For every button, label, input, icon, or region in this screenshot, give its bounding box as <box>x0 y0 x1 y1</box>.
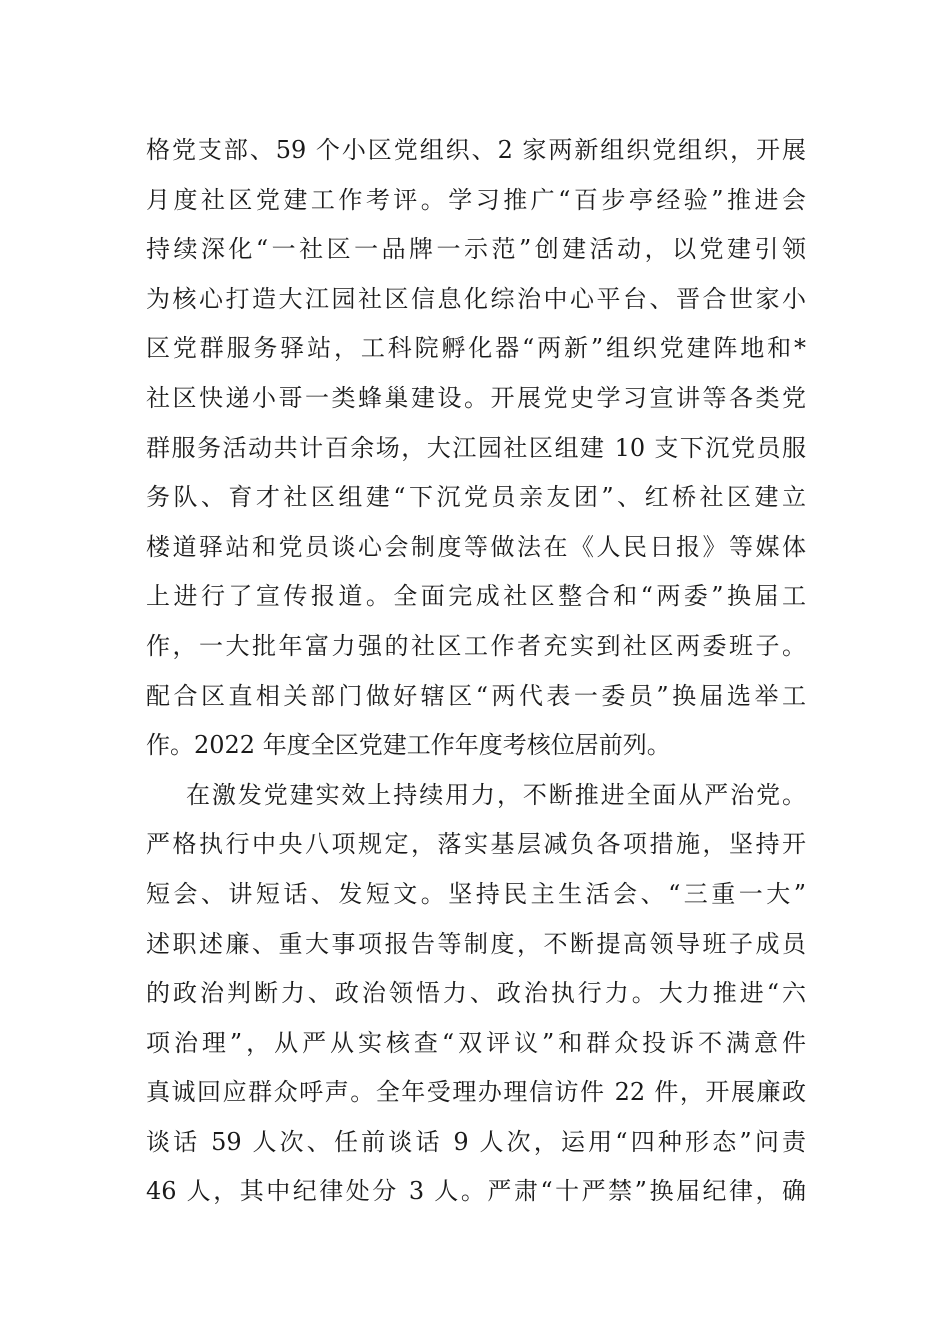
paragraph-line: 真诚回应群众呼声。全年受理办理信访件 22 件，开展廉政 <box>146 1078 806 1107</box>
paragraph-line: 配合区直相关部门做好辖区“两代表一委员”换届选举工 <box>146 681 806 710</box>
paragraph-line: 格党支部、59 个小区党组织、2 家两新组织党组织，开展 <box>146 136 806 164</box>
paragraph-line: 为核心打造大江园社区信息化综治中心平台、晋合世家小 <box>146 284 806 313</box>
paragraph-line: 上进行了宣传报道。全面完成社区整合和“两委”换届工 <box>146 582 806 611</box>
paragraph-line: 谈话 59 人次、任前谈话 9 人次，运用“四种形态”问责 <box>146 1127 806 1156</box>
paragraph-party-building-results <box>146 126 806 771</box>
paragraph-line: 作。2022 年度全区党建工作年度考核位居前列。 <box>146 731 671 760</box>
paragraph-line: 在激发党建实效上持续用力，不断推进全面从严治党。 <box>186 780 806 809</box>
paragraph-line: 短会、讲短话、发短文。坚持民主生活会、“三重一大” <box>146 879 806 908</box>
paragraph-strict-party-governance <box>146 771 806 1217</box>
document-body <box>146 126 806 1217</box>
paragraph-line: 的政治判断力、政治领悟力、政治执行力。大力推进“六 <box>146 979 806 1008</box>
paragraph-line: 46 人，其中纪律处分 3 人。严肃“十严禁”换届纪律，确 <box>146 1177 806 1206</box>
paragraph-line: 作，一大批年富力强的社区工作者充实到社区两委班子。 <box>146 631 806 660</box>
paragraph-line: 述职述廉、重大事项报告等制度，不断提高领导班子成员 <box>146 929 806 958</box>
paragraph-line: 务队、育才社区组建“下沉党员亲友团”、红桥社区建立 <box>146 483 806 512</box>
paragraph-line: 持续深化“一社区一品牌一示范”创建活动，以党建引领 <box>146 235 806 264</box>
paragraph-line: 区党群服务驿站，工科院孵化器“两新”组织党建阵地和* <box>146 334 806 363</box>
paragraph-line: 群服务活动共计百余场，大江园社区组建 10 支下沉党员服 <box>146 433 806 462</box>
paragraph-line: 项治理”，从严从实核查“双评议”和群众投诉不满意件 <box>146 1028 806 1057</box>
paragraph-line: 月度社区党建工作考评。学习推广“百步亭经验”推进会 <box>146 185 806 214</box>
paragraph-line: 社区快递小哥一类蜂巢建设。开展党史学习宣讲等各类党 <box>146 383 806 412</box>
paragraph-line: 严格执行中央八项规定，落实基层减负各项措施，坚持开 <box>146 830 806 859</box>
paragraph-line: 楼道驿站和党员谈心会制度等做法在《人民日报》等媒体 <box>146 532 806 561</box>
